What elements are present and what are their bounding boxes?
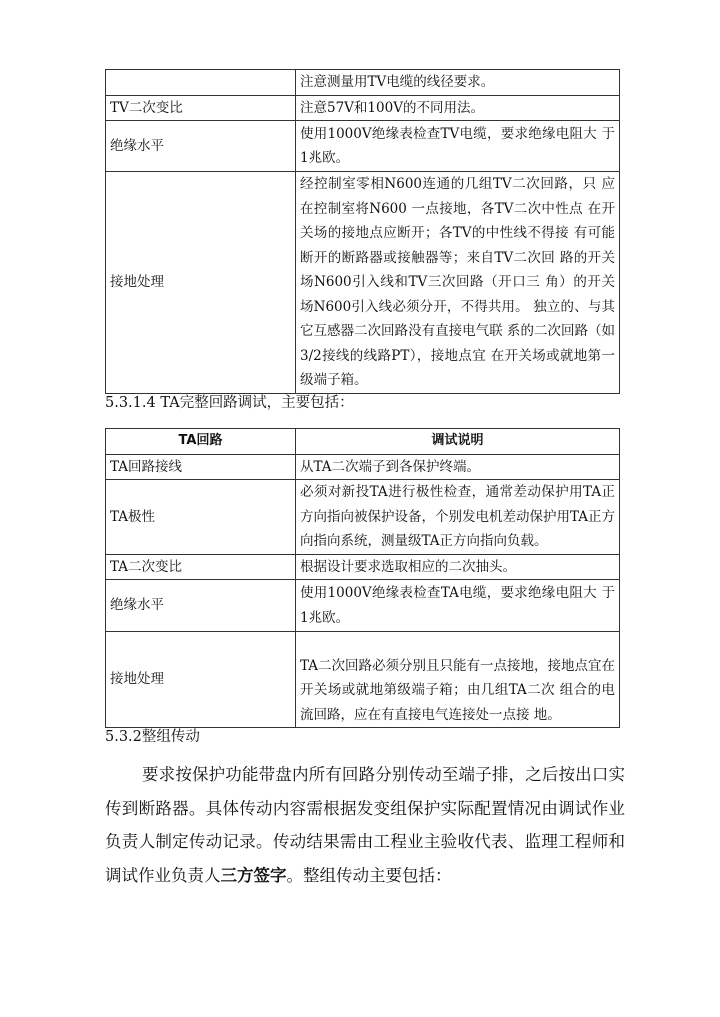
para-text-end: 。整组传动主要包括： bbox=[286, 865, 452, 885]
row-label: 接地处理 bbox=[106, 632, 296, 728]
para-bold-text: 三方签字 bbox=[220, 865, 287, 885]
row-label: 绝缘水平 bbox=[106, 121, 296, 172]
row-desc: 注意测量用TV电缆的线径要求。 bbox=[296, 70, 620, 96]
table-row bbox=[106, 554, 620, 580]
row-desc: 注意57V和100V的不同用法。 bbox=[296, 95, 620, 121]
section-heading-532: 5.3.2整组传动 bbox=[105, 729, 200, 745]
row-label: TA极性 bbox=[106, 480, 296, 555]
table-row bbox=[106, 70, 620, 96]
row-label: TA回路接线 bbox=[106, 454, 296, 480]
row-desc: 必须对新投TA进行极性检查，通常差动保护用TA正方向指向被保护设备，个别发电机差动保护用TA正方向指向系统，测量级TA正方向指向负载。 bbox=[296, 480, 620, 555]
row-desc: 使用1000V绝缘表检查TV电缆，要求绝缘电阻大 于1兆欧。 bbox=[296, 121, 620, 172]
table-row bbox=[106, 454, 620, 480]
row-desc: TA二次回路必须分别且只能有一点接地，接地点宜在开关场或就地第级端子箱；由几组TA二次 组合的电流回路，应在有直接电气连接处一点接 地。 bbox=[296, 632, 620, 728]
column-header: 调试说明 bbox=[296, 429, 620, 455]
table-header-row bbox=[106, 429, 620, 455]
section-heading-ta: 5.3.1.4 TA完整回路调试，主要包括： bbox=[105, 395, 354, 411]
body-paragraph bbox=[105, 758, 625, 892]
row-label: TV二次变比 bbox=[106, 95, 296, 121]
row-desc: 经控制室零相N600连通的几组TV二次回路，只 应在控制室将N600 一点接地，各TV二次中性点 在开关场的接地点应断开；各TV的中性线不得接 有可能断开的断路器或接触器等；来自TV二次回 路的开关场N600引入线和TV三次回路（开口三 角）的开关场N600引入线必须分开，不得共用。 独立的、与其它互感器二次回路没有直接电气联 系的二次回路（如3/2接线的线路PT），接地点宜 在开关场或就地第一级端子箱。 bbox=[296, 172, 620, 394]
row-desc: 根据设计要求选取相应的二次抽头。 bbox=[296, 554, 620, 580]
row-label: 绝缘水平 bbox=[106, 580, 296, 632]
ta-table bbox=[105, 428, 620, 728]
row-label bbox=[106, 70, 296, 96]
row-desc: 使用1000V绝缘表检查TA电缆，要求绝缘电阻大 于1兆欧。 bbox=[296, 580, 620, 632]
row-desc: 从TA二次端子到各保护终端。 bbox=[296, 454, 620, 480]
row-label: TA二次变比 bbox=[106, 554, 296, 580]
table-row bbox=[106, 95, 620, 121]
table-row bbox=[106, 121, 620, 172]
para-text: 要求按保护功能带盘内所有回路分别传动至端子排，之后按出口实传到断路器。具体传动内容需根据发变组保护实际配置情况由调试作业负责人制定传动记录。传动结果需由工程业主验收代表、监理工程师和调试作业负责人 bbox=[105, 765, 625, 885]
column-header: TA回路 bbox=[106, 429, 296, 455]
row-label: 接地处理 bbox=[106, 172, 296, 394]
table-row bbox=[106, 632, 620, 728]
table-row bbox=[106, 580, 620, 632]
table-row bbox=[106, 172, 620, 394]
tv-table bbox=[105, 69, 620, 394]
table-row bbox=[106, 480, 620, 555]
